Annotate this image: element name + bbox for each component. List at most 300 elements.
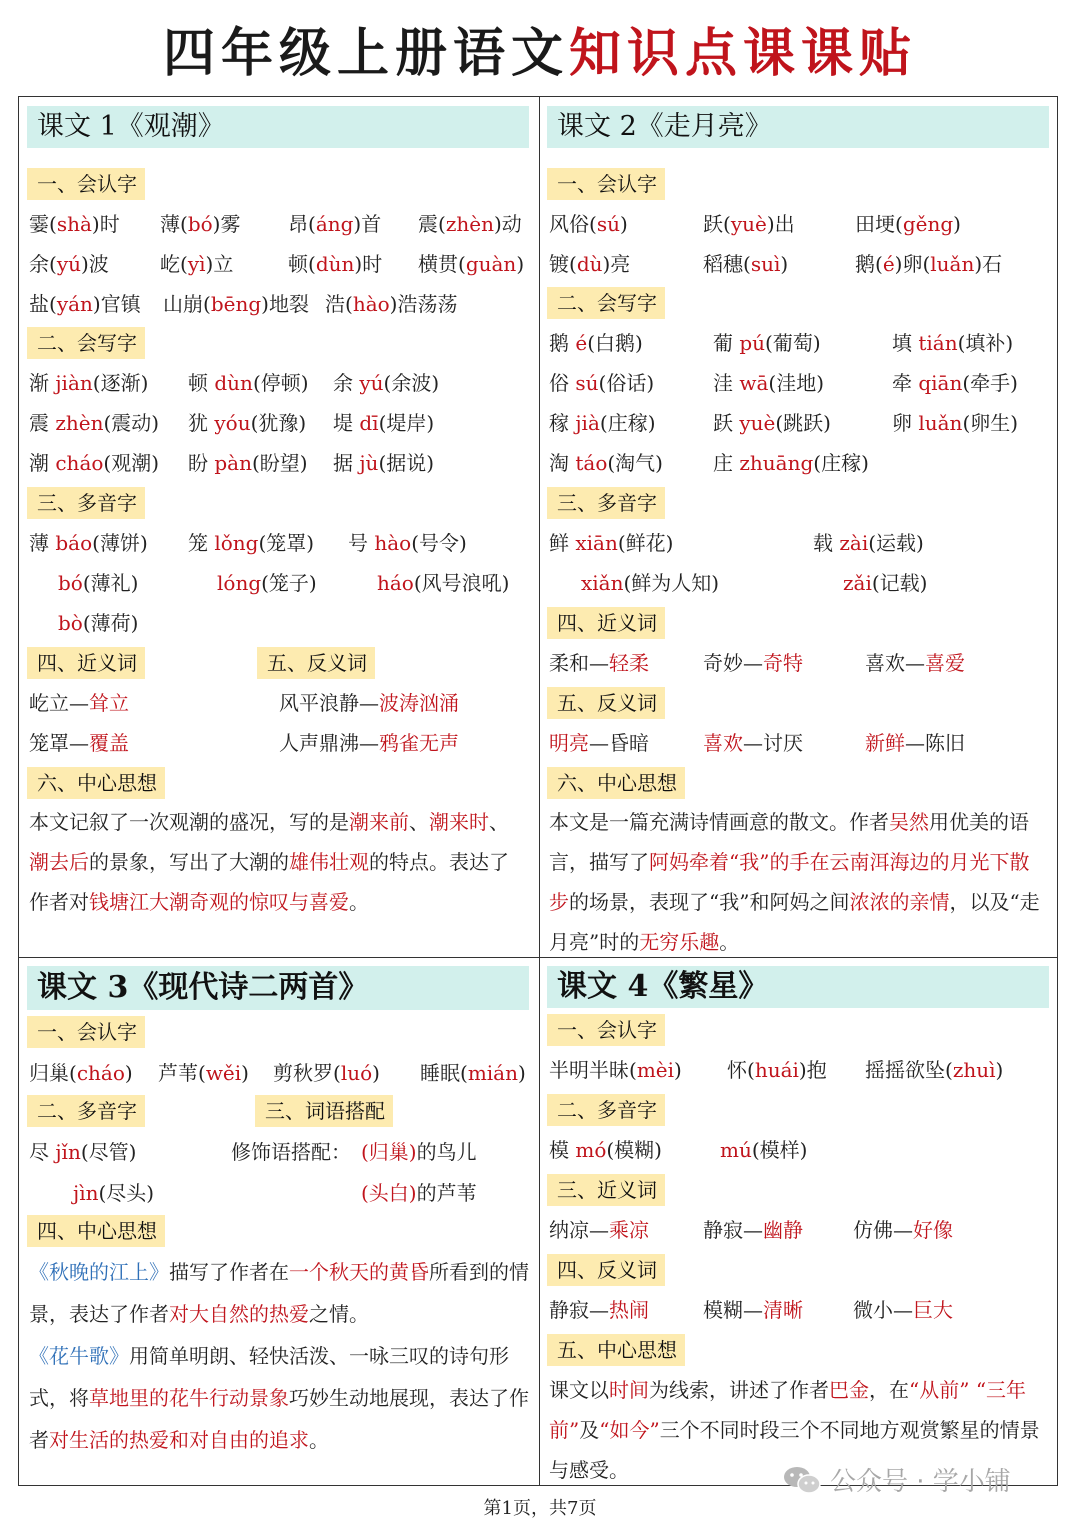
synonym-answer: 奇特 bbox=[763, 651, 803, 675]
word-item bbox=[29, 1058, 133, 1088]
pinyin: guàn bbox=[465, 252, 517, 276]
lesson1-section-idea: 六、中心思想 bbox=[27, 767, 165, 799]
pinyin: jià bbox=[575, 411, 600, 435]
pinyin: bó bbox=[58, 571, 83, 595]
word-item bbox=[29, 249, 109, 279]
pinyin: suì bbox=[750, 252, 781, 276]
character: 稼 bbox=[549, 411, 576, 435]
antonym-pair bbox=[853, 1295, 953, 1325]
word-item bbox=[855, 249, 1002, 279]
pinyin: tián bbox=[918, 331, 958, 355]
body-text: 的景象，写出了大潮的 bbox=[89, 850, 289, 874]
watermark bbox=[782, 1461, 1011, 1498]
pinyin: wā bbox=[739, 371, 769, 395]
collocation-noun: 的鸟儿 bbox=[416, 1140, 477, 1164]
antonym-pair bbox=[279, 688, 459, 718]
pinyin: báo bbox=[55, 531, 93, 555]
pinyin: bēng bbox=[210, 292, 262, 316]
character: 霎( bbox=[29, 212, 57, 236]
body-text: 巧妙生动地展现，表达了作者 bbox=[29, 1386, 529, 1452]
page-title bbox=[0, 14, 1080, 94]
word-example: (尽头) bbox=[98, 1181, 155, 1205]
antonym-word: 风平浪静— bbox=[279, 691, 379, 715]
word-example: (震动) bbox=[103, 411, 160, 435]
word-example: (风号浪吼) bbox=[413, 571, 510, 595]
body-text: 的场景，表现了“我”和阿妈之间 bbox=[569, 890, 850, 914]
pinyin: bò bbox=[58, 611, 83, 635]
character: 镀( bbox=[549, 252, 577, 276]
word-item bbox=[418, 249, 524, 279]
word-example: (填补) bbox=[957, 331, 1014, 355]
grid-vertical-divider bbox=[539, 96, 540, 1486]
body-text: 。 bbox=[349, 890, 369, 914]
poem-title: 《秋晚的江上》 bbox=[29, 1260, 169, 1284]
antonym-pair bbox=[549, 728, 649, 758]
character: 跃( bbox=[703, 212, 731, 236]
body-text: 课文以 bbox=[549, 1378, 609, 1402]
word-example: (观潮) bbox=[103, 451, 160, 475]
antonym-answer: 热闹 bbox=[609, 1298, 649, 1322]
body-text: 。 bbox=[719, 930, 740, 954]
synonym-pair bbox=[865, 648, 965, 678]
lesson4-section-idea: 五、中心思想 bbox=[547, 1334, 685, 1366]
word-example: (停顿) bbox=[252, 371, 309, 395]
character: 顿( bbox=[288, 252, 316, 276]
watermark-text: 公众号 · 学小铺 bbox=[830, 1467, 1011, 1497]
word-item bbox=[188, 528, 314, 558]
character: 摇摇欲坠( bbox=[865, 1058, 953, 1082]
pinyin: lóng bbox=[217, 571, 262, 595]
pinyin: yuè bbox=[730, 212, 767, 236]
word-example: )卵( bbox=[894, 252, 931, 276]
lesson2-central-idea bbox=[549, 802, 1049, 962]
character: 顿 bbox=[188, 371, 215, 395]
highlight-text: 巴金 bbox=[829, 1378, 869, 1402]
highlight-text: 潮来前 bbox=[349, 810, 409, 834]
lesson2-section-antonym: 五、反义词 bbox=[547, 687, 665, 719]
pinyin: yú bbox=[56, 252, 81, 276]
antonym-answer: —讨厌 bbox=[743, 731, 803, 755]
word-example: ) bbox=[780, 252, 789, 276]
pinyin: zhèn bbox=[55, 411, 104, 435]
word-item bbox=[843, 568, 927, 598]
wechat-icon bbox=[782, 1465, 822, 1495]
title-black-part: 四年级上册语文 bbox=[162, 24, 569, 84]
synonym-pair bbox=[703, 648, 803, 678]
word-example: ) bbox=[124, 1061, 133, 1085]
synonym-word: 笼罩— bbox=[29, 731, 89, 755]
word-item bbox=[325, 289, 457, 319]
word-item bbox=[188, 368, 309, 398]
word-item bbox=[348, 528, 467, 558]
antonym-pair bbox=[703, 1295, 803, 1325]
page-number: 第1页，共7页 bbox=[483, 1498, 597, 1519]
pinyin: yán bbox=[56, 292, 93, 316]
word-item bbox=[188, 448, 308, 478]
body-text: 为线索，讲述了作者 bbox=[649, 1378, 829, 1402]
word-item bbox=[29, 209, 120, 239]
lesson3-heading: 课文 3《现代诗二两首》 bbox=[27, 966, 529, 1010]
word-example: (庄稼) bbox=[599, 411, 656, 435]
body-text: 描写了作者在 bbox=[169, 1260, 289, 1284]
antonym-answer: 波涛汹涌 bbox=[379, 691, 459, 715]
body-text: 所看到的情景，表达了作者 bbox=[29, 1260, 529, 1326]
lesson4-section-synonym: 三、近义词 bbox=[547, 1174, 665, 1206]
word-item bbox=[703, 209, 795, 239]
character: 横贯( bbox=[418, 252, 466, 276]
highlight-text: 阿妈牵着“我”的手在云南洱海边的月光下散步 bbox=[549, 850, 1030, 914]
body-text: 之情。 bbox=[309, 1302, 369, 1326]
word-example: ) bbox=[674, 1058, 682, 1082]
word-example: (洼地) bbox=[768, 371, 825, 395]
word-example: )浩荡荡 bbox=[389, 292, 458, 316]
pinyin: sú bbox=[596, 212, 620, 236]
pinyin: é bbox=[882, 252, 895, 276]
word-item bbox=[58, 568, 138, 598]
word-item bbox=[865, 1055, 1003, 1085]
word-example: (模糊) bbox=[606, 1138, 662, 1162]
polyphone-item bbox=[720, 1135, 807, 1165]
lesson4-section-recognize: 一、会认字 bbox=[547, 1014, 665, 1046]
lesson2-section-recognize: 一、会认字 bbox=[547, 168, 665, 200]
word-example: (记载) bbox=[871, 571, 928, 595]
word-item bbox=[29, 368, 148, 398]
word-example: ) bbox=[995, 1058, 1004, 1082]
character: 填 bbox=[892, 331, 919, 355]
pinyin: pàn bbox=[214, 451, 252, 475]
word-example: ) bbox=[619, 212, 628, 236]
character: 尽 bbox=[29, 1140, 56, 1164]
lesson3-section-recognize: 一、会认字 bbox=[27, 1016, 145, 1048]
title-red-part: 知识点课课贴 bbox=[569, 24, 918, 84]
word-item bbox=[288, 209, 381, 239]
pinyin: luó bbox=[340, 1061, 373, 1085]
lesson1-central-idea bbox=[29, 802, 527, 922]
pinyin: zhuāng bbox=[739, 451, 814, 475]
pinyin: gěng bbox=[902, 212, 954, 236]
lesson3-idea-poem2 bbox=[29, 1335, 529, 1461]
pinyin: cháo bbox=[55, 451, 104, 475]
synonym-answer: 覆盖 bbox=[89, 731, 129, 755]
collocation-answer: (归巢) bbox=[361, 1140, 417, 1164]
word-item bbox=[855, 209, 961, 239]
highlight-text: 无穷乐趣 bbox=[639, 930, 720, 954]
body-text: 本文是一篇充满诗情画意的散文。作者 bbox=[549, 810, 889, 834]
word-example: (牵手) bbox=[962, 371, 1018, 395]
word-example: (跳跃) bbox=[775, 411, 831, 435]
word-item bbox=[29, 448, 159, 478]
synonym-pair bbox=[853, 1215, 953, 1245]
pinyin: jìn bbox=[73, 1181, 99, 1205]
antonym-pair bbox=[865, 728, 965, 758]
highlight-text: 潮去后 bbox=[29, 850, 89, 874]
lesson2-section-polyphone: 三、多音字 bbox=[547, 487, 665, 519]
antonym-pair bbox=[703, 728, 803, 758]
word-example: ) bbox=[517, 1061, 526, 1085]
pinyin: áng bbox=[315, 212, 354, 236]
synonym-answer: 幽静 bbox=[763, 1218, 803, 1242]
antonym-word: 新鲜 bbox=[865, 731, 905, 755]
highlight-text: 一个秋天的黄昏 bbox=[289, 1260, 429, 1284]
lesson4-section-antonym: 四、反义词 bbox=[547, 1254, 665, 1286]
word-item bbox=[29, 289, 141, 319]
synonym-word: 柔和— bbox=[549, 651, 609, 675]
highlight-text: 草地里的花牛行动景象 bbox=[89, 1386, 289, 1410]
pinyin: jù bbox=[359, 451, 379, 475]
body-text: 用优美的语言，描写了 bbox=[549, 810, 1029, 874]
synonym-answer: 喜爱 bbox=[925, 651, 965, 675]
word-item bbox=[288, 249, 382, 279]
synonym-word: 仿佛— bbox=[853, 1218, 913, 1242]
character: 震 bbox=[29, 411, 56, 435]
word-example: )波 bbox=[81, 252, 109, 276]
collocation-item bbox=[361, 1178, 477, 1208]
character: 睡眠( bbox=[420, 1061, 468, 1085]
word-example: (尽管) bbox=[80, 1140, 137, 1164]
body-text: 的特点。表达了作者对 bbox=[29, 850, 509, 914]
body-text: ，在 bbox=[869, 1378, 909, 1402]
antonym-answer: 巨大 bbox=[913, 1298, 953, 1322]
word-item bbox=[188, 408, 306, 438]
character: 号 bbox=[348, 531, 375, 555]
pinyin: yú bbox=[359, 371, 384, 395]
character: 震( bbox=[418, 212, 446, 236]
lesson2-section-synonym: 四、近义词 bbox=[547, 607, 665, 639]
word-item bbox=[549, 368, 654, 398]
highlight-text: 潮来时 bbox=[429, 810, 489, 834]
character: 葡 bbox=[713, 331, 740, 355]
pinyin: shà bbox=[56, 212, 92, 236]
word-example: )首 bbox=[353, 212, 382, 236]
lesson4-heading: 课文 4《繁星》 bbox=[547, 966, 1049, 1008]
word-item bbox=[420, 1058, 526, 1088]
word-example: )官镇 bbox=[92, 292, 141, 316]
character: 庄 bbox=[713, 451, 740, 475]
word-example: )时 bbox=[91, 212, 120, 236]
highlight-text: “三年前” bbox=[549, 1378, 1027, 1442]
antonym-answer: 鸦雀无声 bbox=[379, 731, 459, 755]
character: 余( bbox=[29, 252, 57, 276]
highlight-text: “从前” bbox=[909, 1378, 970, 1402]
word-example: (俗话) bbox=[598, 371, 655, 395]
word-item bbox=[333, 448, 434, 478]
lesson3-section-collocation: 三、词语搭配 bbox=[255, 1095, 393, 1127]
antonym-answer: 清晰 bbox=[763, 1298, 803, 1322]
word-example: )立 bbox=[205, 252, 234, 276]
antonym-pair bbox=[549, 1295, 649, 1325]
lesson2-heading: 课文 2《走月亮》 bbox=[547, 106, 1049, 148]
pinyin: xiǎn bbox=[581, 571, 624, 595]
synonym-pair bbox=[703, 1215, 803, 1245]
character: 芦苇( bbox=[158, 1061, 206, 1085]
word-example: ) bbox=[953, 212, 961, 236]
lesson2-section-idea: 六、中心思想 bbox=[547, 767, 685, 799]
word-example: (笼罩) bbox=[258, 531, 315, 555]
highlight-text: 雄伟壮观 bbox=[289, 850, 369, 874]
character: 堤 bbox=[333, 411, 360, 435]
polyphone-item bbox=[29, 1137, 136, 1167]
lesson3-idea-poem1 bbox=[29, 1251, 529, 1335]
word-item bbox=[58, 608, 138, 638]
lesson1-section-polyphone: 三、多音字 bbox=[27, 487, 145, 519]
character: 潮 bbox=[29, 451, 56, 475]
word-example: ) bbox=[516, 252, 525, 276]
polyphone-item bbox=[549, 1135, 662, 1165]
antonym-word: 模糊— bbox=[703, 1298, 763, 1322]
body-text: 、 bbox=[489, 810, 509, 834]
word-example: (逐渐) bbox=[92, 371, 149, 395]
pinyin: luǎn bbox=[918, 411, 963, 435]
pinyin: dùn bbox=[214, 371, 253, 395]
word-item bbox=[163, 289, 309, 319]
word-item bbox=[549, 209, 628, 239]
pinyin: xiān bbox=[575, 531, 618, 555]
character: 薄( bbox=[160, 212, 188, 236]
character: 鲜 bbox=[549, 531, 576, 555]
polyphone-item bbox=[73, 1178, 154, 1208]
word-example: (鲜为人知) bbox=[623, 571, 720, 595]
word-item bbox=[273, 1058, 380, 1088]
word-item bbox=[549, 528, 673, 558]
word-item bbox=[713, 448, 869, 478]
lesson3-section-polyphone: 二、多音字 bbox=[27, 1095, 145, 1127]
character: 俗 bbox=[549, 371, 576, 395]
body-text: 及 bbox=[579, 1418, 600, 1442]
highlight-text: 浓浓的亲情 bbox=[849, 890, 950, 914]
body-text: ，以及“走月亮”时的 bbox=[549, 890, 1040, 954]
collocation-item bbox=[361, 1137, 477, 1167]
character: 屹( bbox=[160, 252, 188, 276]
word-item bbox=[727, 1055, 827, 1085]
pinyin: háo bbox=[377, 571, 414, 595]
antonym-word: 静寂— bbox=[549, 1298, 609, 1322]
highlight-text: “如今” bbox=[599, 1418, 660, 1442]
word-item bbox=[160, 249, 233, 279]
word-item bbox=[29, 408, 159, 438]
pinyin: hào bbox=[352, 292, 390, 316]
pinyin: zǎi bbox=[843, 571, 872, 595]
character: 归巢( bbox=[29, 1061, 77, 1085]
word-example: (笼子) bbox=[261, 571, 317, 595]
antonym-word: 喜欢 bbox=[703, 731, 743, 755]
character: 盐( bbox=[29, 292, 57, 316]
pinyin: mú bbox=[720, 1138, 752, 1162]
lesson2-section-write: 二、会写字 bbox=[547, 287, 665, 319]
character: 鹅( bbox=[855, 252, 883, 276]
pinyin: mián bbox=[467, 1061, 518, 1085]
pinyin: é bbox=[575, 331, 588, 355]
body-text: 用简单明朗、轻快活泼、一咏三叹的诗句形式，将 bbox=[29, 1344, 509, 1410]
character: 鹅 bbox=[549, 331, 576, 355]
word-example: )雾 bbox=[212, 212, 241, 236]
word-example: )出 bbox=[766, 212, 795, 236]
character: 稻穗( bbox=[703, 252, 751, 276]
pinyin: lǒng bbox=[214, 531, 259, 555]
pinyin: yì bbox=[187, 252, 206, 276]
word-example: )时 bbox=[354, 252, 383, 276]
highlight-text: 钱塘江大潮奇观的惊叹与喜爱 bbox=[89, 890, 349, 914]
word-example: ) bbox=[372, 1061, 380, 1085]
word-example: (薄礼) bbox=[82, 571, 139, 595]
collocation-noun: 的芦苇 bbox=[416, 1181, 477, 1205]
synonym-answer: 乘凉 bbox=[609, 1218, 649, 1242]
synonym-answer: 耸立 bbox=[89, 691, 129, 715]
word-item bbox=[158, 1058, 249, 1088]
synonym-word: 静寂— bbox=[703, 1218, 763, 1242]
word-example: (薄荷) bbox=[82, 611, 139, 635]
character: 浩( bbox=[325, 292, 353, 316]
body-text: 。 bbox=[309, 1428, 329, 1452]
synonym-pair bbox=[29, 728, 129, 758]
synonym-word: 喜欢— bbox=[865, 651, 925, 675]
lesson1-section-synonym: 四、近义词 bbox=[27, 647, 145, 679]
character: 剪秋罗( bbox=[273, 1061, 341, 1085]
pinyin: bó bbox=[187, 212, 213, 236]
word-example: (盼望) bbox=[251, 451, 308, 475]
antonym-word: 人声鼎沸— bbox=[279, 731, 379, 755]
word-example: (模样) bbox=[751, 1138, 808, 1162]
character: 跃 bbox=[713, 411, 740, 435]
antonym-answer: —陈旧 bbox=[905, 731, 965, 755]
character: 牵 bbox=[892, 371, 919, 395]
word-item bbox=[333, 368, 439, 398]
word-item bbox=[581, 568, 719, 598]
synonym-answer: 好像 bbox=[913, 1218, 953, 1242]
collocation-answer: (头白) bbox=[361, 1181, 417, 1205]
character: 风俗( bbox=[549, 212, 597, 236]
pinyin: luǎn bbox=[930, 252, 975, 276]
synonym-answer: 轻柔 bbox=[609, 651, 649, 675]
character: 薄 bbox=[29, 531, 56, 555]
highlight-text: 时间 bbox=[609, 1378, 649, 1402]
word-item bbox=[160, 209, 240, 239]
word-example: )亮 bbox=[602, 252, 631, 276]
word-example: (淘气) bbox=[607, 451, 663, 475]
highlight-text: 吴然 bbox=[889, 810, 929, 834]
word-example: (白鹅) bbox=[587, 331, 643, 355]
word-example: (犹豫) bbox=[250, 411, 307, 435]
highlight-text: 对生活的热爱和对自由的追求 bbox=[49, 1428, 309, 1452]
word-item bbox=[549, 408, 656, 438]
antonym-answer: —昏暗 bbox=[589, 731, 649, 755]
character: 模 bbox=[549, 1138, 576, 1162]
pinyin: mó bbox=[575, 1138, 607, 1162]
character: 卵 bbox=[892, 411, 919, 435]
lesson1-heading: 课文 1《观潮》 bbox=[27, 106, 529, 148]
lesson4-section-polyphone: 二、多音字 bbox=[547, 1094, 665, 1126]
word-example: (卵生) bbox=[962, 411, 1019, 435]
pinyin: wěi bbox=[205, 1061, 242, 1085]
word-example: ) bbox=[241, 1061, 249, 1085]
word-example: (号令) bbox=[411, 531, 467, 555]
character: 半明半昧( bbox=[549, 1058, 637, 1082]
word-example: (薄饼) bbox=[92, 531, 148, 555]
synonym-word: 屹立— bbox=[29, 691, 89, 715]
lesson1-section-recognize: 一、会认字 bbox=[27, 168, 145, 200]
antonym-word: 明亮 bbox=[549, 731, 589, 755]
word-item bbox=[892, 328, 1013, 358]
character: 载 bbox=[813, 531, 840, 555]
word-item bbox=[377, 568, 509, 598]
character: 余 bbox=[333, 371, 360, 395]
lesson1-section-write: 二、会写字 bbox=[27, 327, 145, 359]
synonym-pair bbox=[29, 688, 129, 718]
character: 据 bbox=[333, 451, 360, 475]
antonym-word: 微小— bbox=[853, 1298, 913, 1322]
character: 犹 bbox=[188, 411, 215, 435]
word-example: )动 bbox=[493, 212, 522, 236]
word-item bbox=[549, 328, 643, 358]
